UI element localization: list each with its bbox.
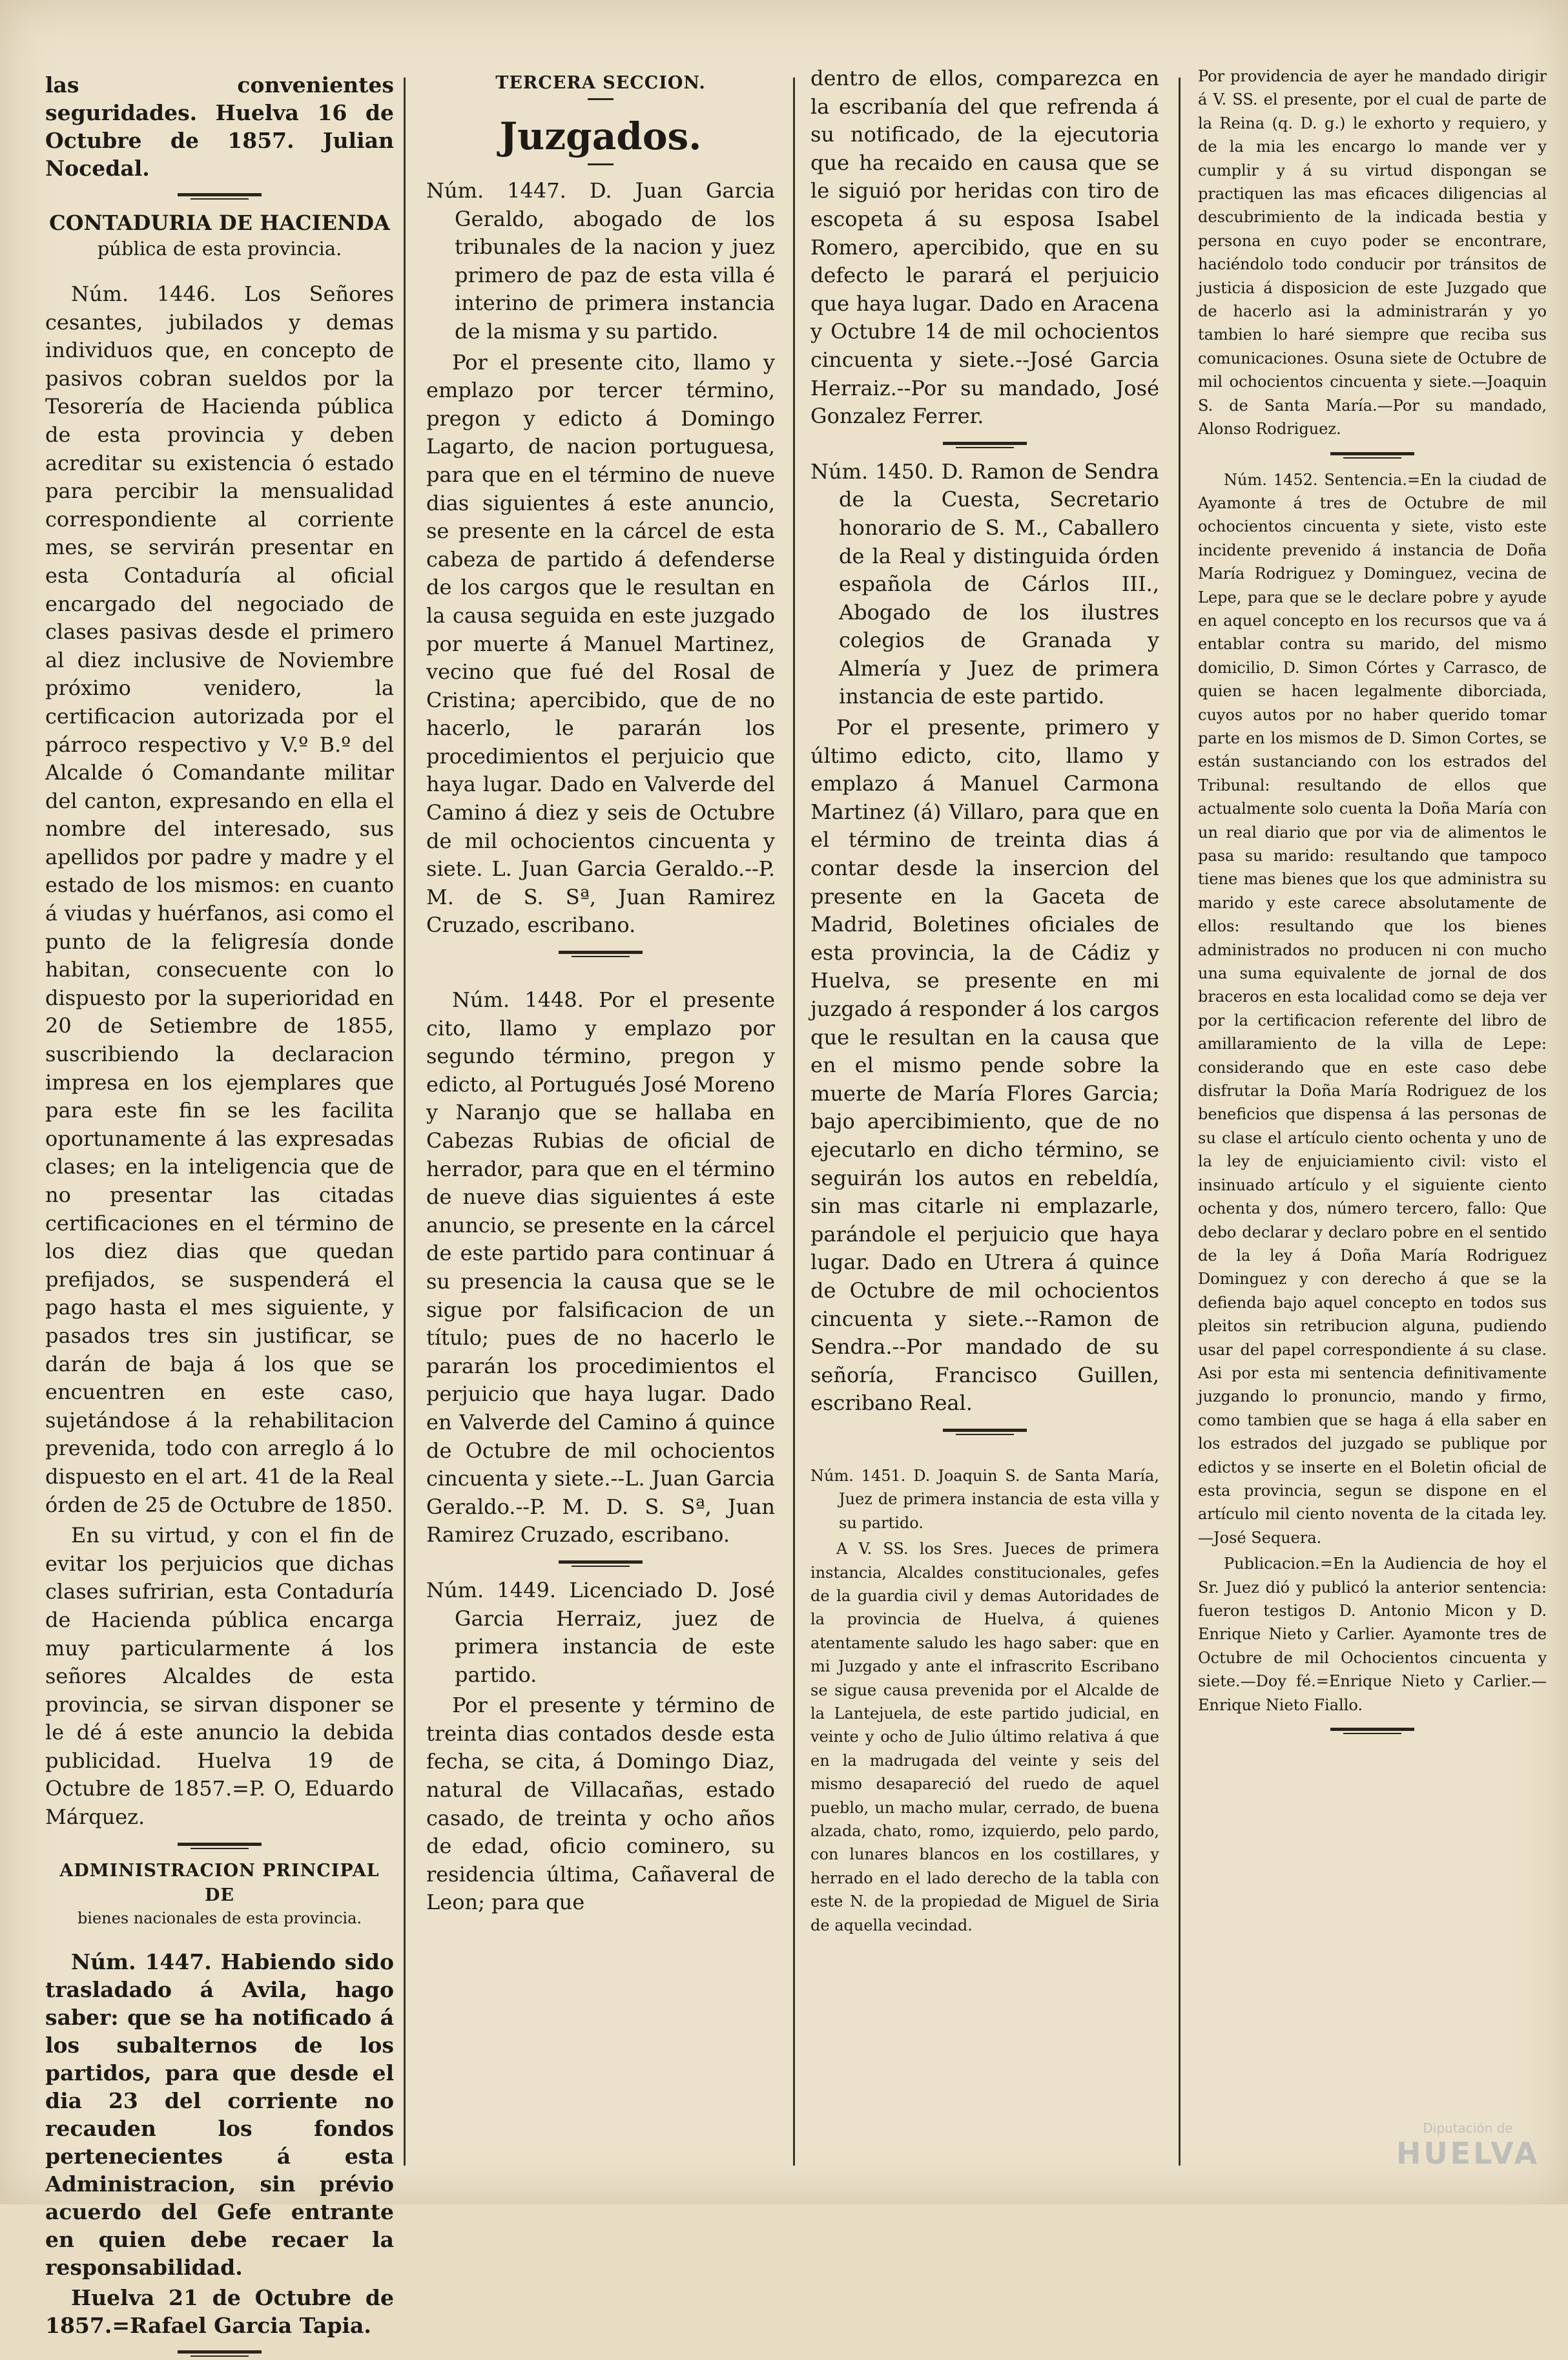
watermark-line-2: HUELVA — [1396, 2136, 1540, 2171]
notice-1452-publication: Publicacion.=En la Audiencia de hoy el Sr. Juez dió y publicó la anterior sentencia: fueron testigos D. Antonio Micon y D. Enrique Nieto y Carlier. Ayamonte tres de Octubre de mil Ochocientos cincuenta y siete.—Doy fé.=Enrique Nieto y Carlier.—Enrique Nieto Fiallo. — [1198, 1555, 1547, 1714]
notice-1446-cont: En su virtud, y con el fin de evitar los perjuicios que dichas clases sufririan, esta Contaduría de Hacienda pública encarga muy particularmente á los señores Alcaldes de esta provincia, se sirvan disponer se le dé á este anuncio la debida publicidad. Huelva 19 de Octubre de 1857.=P. O, Eduardo Márquez. — [45, 1523, 394, 1830]
column-divider — [404, 78, 406, 2166]
juzgados-heading: Juzgados. — [499, 114, 702, 158]
column-4 — [1198, 65, 1547, 2185]
contaduria-subheading: pública de esta provincia. — [97, 238, 342, 260]
notice-1451-head: Núm. 1451. D. Joaquin S. de Santa María, Juez de primera instancia de esta villa y su partido. — [810, 1466, 1159, 1532]
section-separator — [426, 946, 775, 960]
notice-1452: Núm. 1452. Sentencia.=En la ciudad de Ayamonte á tres de Octubre de mil ochocientos cincuenta y siete, visto este incidente prevenido á instancia de Doña María Rodriguez y Dominguez, vecina de Lepe, para que se le declare pobre y ayude en aquel concepto en los recursos que va á entablar contra su marido, del mismo domicilio, D. Simon Córtes y Carrasco, de quien se hacen legalmente diborciada, cuyos autos por no haber querido tomar parte en los mismos de D. Simon Cortes, se están sustanciando con los estrados del Tribunal: resultando de ellos que actualmente solo cuenta la Doña María con un real diario que por via de alimentos le pasa su marido: resultando que tampoco tiene mas bienes que los que administra su marido y este carece absolutamente de ellos: resultando que los bienes administrados no producen ni con mucho una suma equivalente de jornal de dos braceros en esta localidad como se deja ver por la certificacion referente del libro de amillaramiento de la villa de Lepe: considerando que en este caso debe disfrutar la Doña María Rodriguez de los beneficios que dispensa á las personas de su clase el artículo ciento ochenta y uno de la ley de enjuiciamiento civil: visto el insinuado artículo y el siguiente ciento ochenta y dos, número tercero, fallo: Que debo declarar y declaro pobre en el sentido de la ley á Doña María Rodriguez Dominguez y con derecho á que se la defienda bajo aquel concepto en todos sus pleitos sin retribucion alguna, pudiendo usar del papel correspondiente á su clase. Asi por esta mi sentencia definitivamente juzgando lo pronuncio, mando y firmo, como tambien que se haga á ella saber en los estrados del juzgado se publique por edictos y se inserte en el Boletin oficial de esta provincia, segun se dispone en el artículo mil ciento noventa de la citada ley.—José Sequera. — [1198, 470, 1547, 1547]
section-separator — [810, 437, 1159, 451]
column-3 — [810, 65, 1159, 2185]
section-separator — [1198, 1723, 1547, 1737]
notice-1447-juzgado-head: Núm. 1447. D. Juan Garcia Geraldo, abogado de los tribunales de la nacion y juez primero de paz de esta villa é interino de primera instancia de la misma y su partido. — [426, 178, 775, 344]
admin-heading: ADMINISTRACION PRINCIPAL DE — [59, 1860, 380, 1905]
section-heading: TERCERA SECCION. — [495, 73, 706, 93]
notice-1447-juzgado-body: Por el presente cito, llamo y emplazo por tercer término, pregon y edicto á Domingo Lagarto, de nacion portuguesa, para que en el término de nueve dias siguientes á este anuncio, se presente en la cárcel de esta cabeza de partido á defenderse de los cargos que le resultan en la causa seguida en este juzgado por muerte á Manuel Martinez, vecino que fué del Rosal de Cristina; apercibido, que de no hacerlo, le pararán los procedimientos el perjuicio que haya lugar. Dado en Valverde del Camino á diez y seis de Octubre de mil ochocientos cincuenta y siete. L. Juan Garcia Geraldo.--P. M. de S. Sª, Juan Ramirez Cruzado, escribano. — [426, 349, 775, 938]
section-separator — [426, 1556, 775, 1570]
notice-1451-cont: Por providencia de ayer he mandado dirigir á V. SS. el presente, por el cual de parte de la Reina (q. D. g.) le exhorto y requiero, y de la mia les encargo lo mande ver y cumplir y á su virtud dispongan se practiquen las mas eficaces diligencias al descubrimiento de la indicada bestia y persona en cuyo poder se encontrare, haciéndolo todo conducir por tránsitos de justicia á disposicion de este Juzgado que de hacerlo asi la administrarán y yo tambien lo haré siempre que reciba sus comunicaciones. Osuna siete de Octubre de mil ochocientos cincuenta y siete.—Joaquin S. de Santa María.—Por su mandado, Alonso Rodriguez. — [1198, 67, 1547, 439]
notice-1449-cont: dentro de ellos, comparezca en la escribanía del que refrenda á su notificado, de la ejecutoria que ha recaido en causa que se le siguió por heridas con tiro de escopeta á su esposa Isabel Romero, apercibido, que en su defecto le parará el perjuicio que haya lugar. Dado en Aracena y Octubre 14 de mil ochocientos cincuenta y siete.--José Garcia Herraiz.--Por su mandado, José Gonzalez Ferrer. — [810, 66, 1159, 429]
heading-dash — [588, 163, 614, 165]
notice-1449-body: Por el presente y término de treinta dias contados desde esta fecha, se cita, á Domingo Diaz, natural de Villacañas, estado casado, de treinta y ocho años de edad, oficio cominero, su residencia última, Cañaveral de Leon; para que — [426, 1693, 775, 1915]
admin-subheading: bienes nacionales de esta provincia. — [77, 1909, 362, 1927]
heading-dash — [588, 98, 614, 100]
column-2 — [426, 71, 775, 2185]
column-divider — [1179, 78, 1181, 2166]
notice-1450-head: Núm. 1450. D. Ramon de Sendra de la Cuesta, Secretario honorario de S. M., Caballero de la Real y distinguida órden española de Cárlos III., Abogado de los ilustres colegios de Granada y Almería y Juez de primera instancia de este partido. — [810, 459, 1159, 709]
notice-1451-body: A V. SS. los Sres. Jueces de primera instancia, Alcaldes constitucionales, gefes de la guardia civil y demas Autoridades de la provincia de Huelva, á quienes atentamente saludo les hago saber: que en mi Juzgado y ante el infrascrito Escribano se sigue causa prevenida por el Alcalde de la Lantejuela, de este partido judicial, en veinte y ocho de Julio último relativa á que en la madrugada del veinte y seis del mismo desapareció del ruedo de aquel pueblo, un macho mular, cerrado, de buena alzada, chato, romo, izquierdo, pelo pardo, con lunares blancos en los costillares, y herrado en el lado derecho de la tabla con este N. de la propiedad de Miguel de Siria de aquella vecindad. — [810, 1540, 1159, 1934]
notice-1447-signature: Huelva 21 de Octubre de 1857.=Rafael Garcia Tapia. — [45, 2284, 394, 2338]
section-separator — [45, 1838, 394, 1852]
column-divider — [793, 78, 795, 2166]
notice-1450-body: Por el presente, primero y último edicto, cito, llamo y emplazo á Manuel Carmona Martinez (á) Villaro, para que en el término de treinta dias á contar desde la insercion del presente en la Gaceta de Madrid, Boletines oficiales de esta provincia, la de Cádiz y Huelva, se presente en mi juzgado á responder á los cargos que le resultan en la causa que en el mismo pende sobre la muerte de María Flores Garcia; bajo apercibimiento, que de no ejecutarlo en dicho término, se seguirán los autos en rebeldía, sin mas citarle ni emplazarle, parándole el perjuicio que haya lugar. Dado en Utrera á quince de Octubre de mil ochocientos cincuenta y siete.--Ramon de Sendra.--Por mandado de su señoría, Francisco Guillen, escribano Real. — [810, 715, 1159, 1416]
watermark-line-1: Diputación de — [1423, 2120, 1513, 2136]
notice-1446: Núm. 1446. Los Señores cesantes, jubilados y demas individuos que, en concepto de pasivos cobran sueldos por la Tesorería de Hacienda pública de esta provincia y deben acreditar su existencia ó estado para percibir la mensualidad correspondiente al corriente mes, se servirán presentar en esta Contaduría al oficial encargado del negociado de clases pasivas desde el primero al diez inclusive de Noviembre próximo venidero, la certificacion autorizada por el párroco respectivo y V.º B.º del Alcalde ó Comandante militar del canton, expresando en ella el nombre del interesado, sus apellidos por padre y madre y el estado de los mismos: en cuanto á viudas y huérfanos, asi como el punto de la feligresía donde habitan, consecuente con lo dispuesto por la superioridad en 20 de Setiembre de 1855, suscribiendo la declaracion impresa en los ejemplares que para este fin se les facilita oportunamente á las expresadas clases; en la inteligencia que de no presentar las citadas certificaciones en el término de los diez dias que quedan prefijados, se suspenderá el pago hasta el mes siguiente, y pasados tres sin justificar, se darán de baja á los que se encuentren en este caso, sujetándose á la rehabilitacion prevenida, todo con arreglo á lo dispuesto en el art. 41 de la Real órden de 25 de Octubre de 1850. — [45, 282, 394, 1517]
archive-watermark — [1394, 2120, 1542, 2179]
notice-1448: Núm. 1448. Por el presente cito, llamo y emplazo por segundo término, pregon y edicto, al Portugués José Moreno y Naranjo que se hallaba en Cabezas Rubias de oficial de herrador, para que en el término de nueve dias siguientes á este anuncio, se presente en la cárcel de este partido para continuar á su presencia la causa que se le sigue por falsificacion de un título; pues de no hacerlo le pararán los procedimientos el perjuicio que haya lugar. Dado en Valverde del Camino á quince de Octubre de mil ochocientos cincuenta y siete.--L. Juan Garcia Geraldo.--P. M. D. S. Sª, Juan Ramirez Cruzado, escribano. — [426, 988, 775, 1547]
section-separator — [810, 1424, 1159, 1438]
contaduria-heading: CONTADURIA DE HACIENDA — [49, 211, 390, 235]
notice-1449-head: Núm. 1449. Licenciado D. José Garcia Herraiz, juez de primera instancia de este partido. — [426, 1577, 775, 1687]
column-1 — [45, 71, 394, 2338]
section-separator — [45, 189, 394, 203]
section-separator — [1198, 448, 1547, 462]
section-separator — [45, 2346, 394, 2360]
notice-1447: Núm. 1447. Habiendo sido trasladado á Avila, hago saber: que se ha notificado á los subalternos de los partidos, para que desde el dia 23 del corriente no recauden los fondos pertenecientes á esta Administracion, sin prévio acuerdo del Gefe entrante en quien debe recaer la responsabilidad. — [45, 1949, 394, 2280]
intro-paragraph: las convenientes seguridades. Huelva 16 de Octubre de 1857. Julian Nocedal. — [45, 72, 394, 181]
